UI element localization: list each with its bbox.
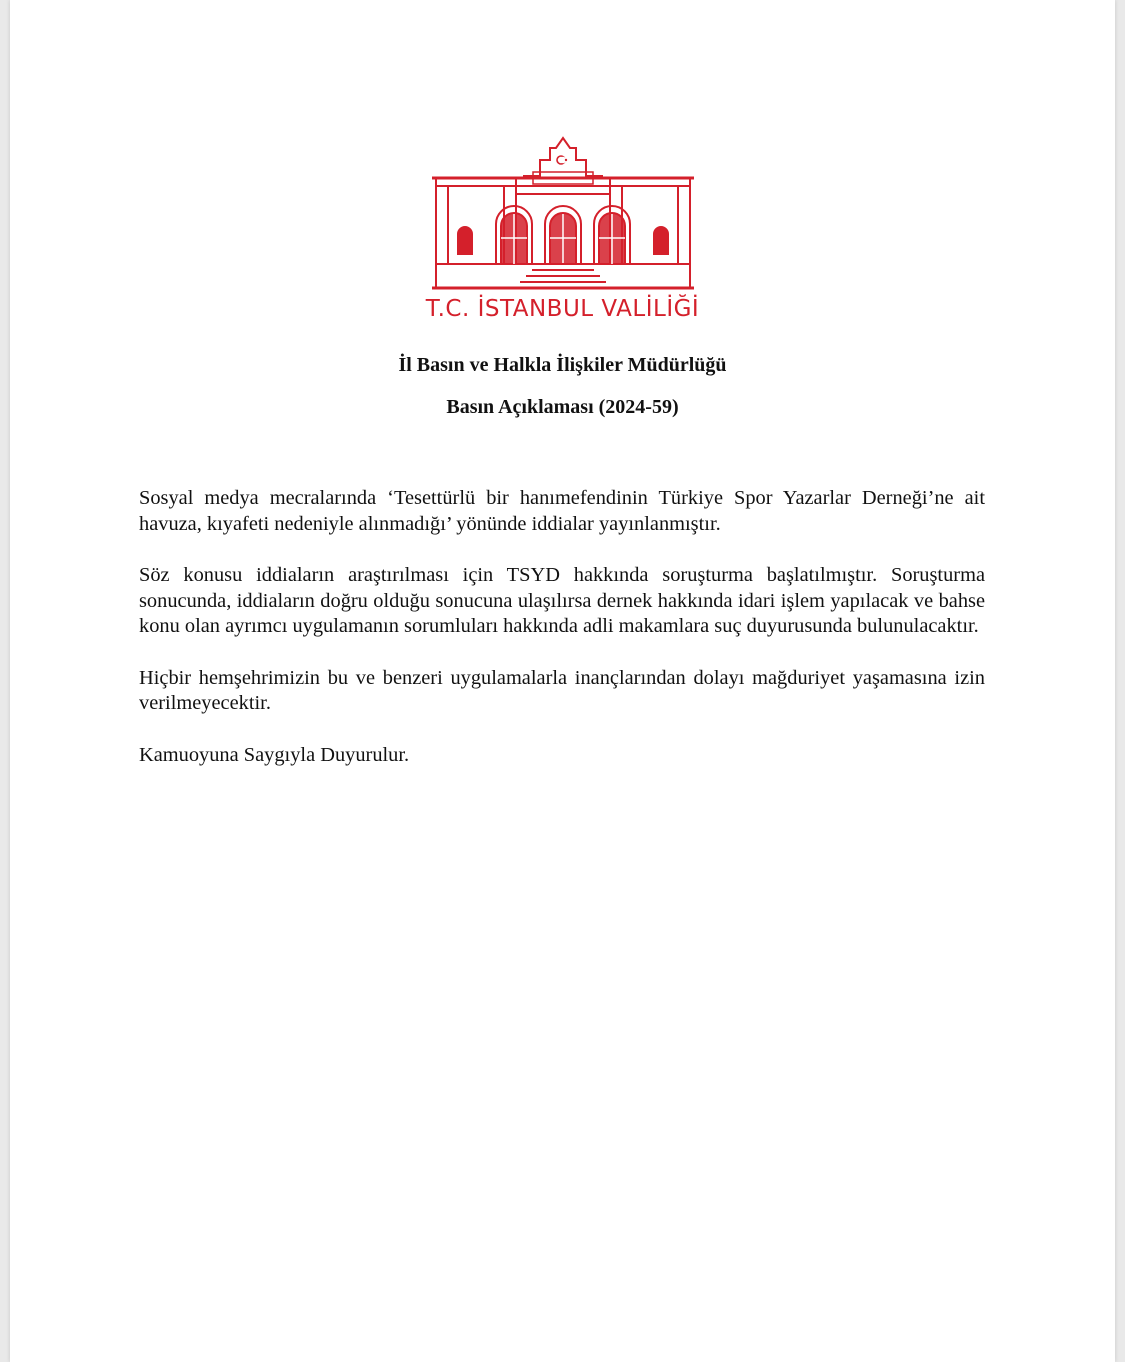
closing-line: Kamuoyuna Saygıyla Duyurulur. bbox=[139, 743, 410, 766]
paragraph-3: Hiçbir hemşehrimizin bu ve benzeri uygulamalarla inançlarından dolayı mağduriyet yaşamasına izin verilmeyecektir. bbox=[139, 666, 985, 714]
department-heading: İl Basın ve Halkla İlişkiler Müdürlüğü bbox=[398, 354, 727, 376]
document-page bbox=[10, 0, 1115, 1362]
logo-institution-name: T.C. İSTANBUL VALİLİĞİ bbox=[425, 296, 700, 322]
press-release-title: Basın Açıklaması (2024-59) bbox=[446, 396, 679, 418]
valilik-logo bbox=[10, 130, 1115, 322]
paragraph-2: Söz konusu iddiaların araştırılması için TSYD hakkında soruşturma başlatılmıştır. Soruşturma sonucunda, iddiaların doğru olduğu sonucuna ulaşılırsa dernek hakkında idari işlem yapılacak ve bahse konu olan ayrımcı uygulamanın sorumluları hakkında adli makamlara suç duyurusunda bulunulacaktır. bbox=[139, 564, 985, 637]
paragraph-1: Sosyal medya mecralarında ‘Tesettürlü bir hanımefendinin Türkiye Spor Yazarlar Derneği’ne ait havuza, kıyafeti nedeniyle alınmadığı’ yönünde iddialar yayınlanmıştır. bbox=[139, 487, 985, 535]
valilik-building-icon bbox=[428, 130, 698, 294]
statement-body bbox=[139, 486, 985, 794]
